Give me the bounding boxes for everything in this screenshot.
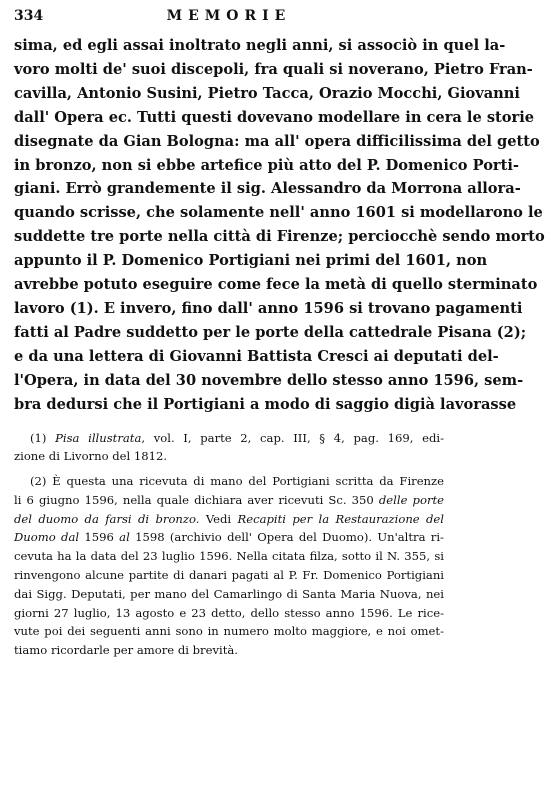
text-line: fatti al Padre suddetto per le porte della cattedrale Pisana (2); [14, 323, 527, 341]
text-line: appunto il P. Domenico Portigiani nei primi del 1601, non [14, 252, 488, 270]
footnote-line: zione di Livorno del 1812. [14, 449, 168, 464]
text-line: quando scrisse, che solamente nell' anno 1601 si modellarono le [14, 204, 543, 222]
text-line: cavilla, Antonio Susini, Pietro Tacca, Orazio Mocchi, Giovanni [14, 84, 520, 102]
text-line: l'Opera, in data del 30 novembre dello stesso anno 1596, sem- [14, 371, 524, 389]
running-title: MEMORIE [166, 8, 292, 24]
text-line: dall' Opera ec. Tutti questi dovevano modellare in cera le storie [14, 108, 535, 126]
footnote-line: (2) È questa una ricevuta di mano del Portigiani scritta da Firenze [30, 474, 444, 489]
footnote-line: (1) Pisa illustrata, vol. I, parte 2, cap. III, § 4, pag. 169, edi- [30, 430, 445, 445]
cited-title: Pisa illustrata [55, 430, 142, 445]
footnote-1 [14, 429, 444, 467]
footnote-line: cevuta ha la data del 23 luglio 1596. Nella citata filza, sotto il N. 355, si [14, 549, 444, 564]
footnote-line: del duomo da farsi di bronzo. Vedi Recapiti per la Restaurazione del [14, 511, 444, 526]
page-number: 334 [14, 8, 44, 24]
text-line: e da una lettera di Giovanni Battista Cresci ai deputati del- [14, 347, 499, 365]
footnote-line: vute poi dei seguenti anni sono in numero molto maggiore, e noi omet- [14, 624, 444, 639]
footnote-line: giorni 27 luglio, 13 agosto e 23 detto, dello stesso anno 1596. Le rice- [14, 605, 444, 620]
text-line: in bronzo, non si ebbe artefice più atto del P. Domenico Porti- [14, 156, 519, 174]
text-line: disegnate da Gian Bologna: ma all' opera difficilissima del getto [14, 132, 540, 150]
footnote-line: dai Sigg. Deputati, per mano del Camarlingo di Santa Maria Nuova, nei [14, 586, 444, 601]
page-header [14, 8, 444, 34]
text-line: bra dedursi che il Portigiani a modo di saggio digià lavorasse [14, 395, 517, 413]
text-line: avrebbe potuto eseguire come fece la metà di quello sterminato [14, 276, 538, 294]
footnotes [14, 429, 444, 661]
footnote-line: Duomo dal 1596 al 1598 (archivio dell' Opera del Duomo). Un'altra ri- [14, 530, 444, 545]
main-text [14, 34, 545, 417]
text-line: lavoro (1). E invero, fino dall' anno 1596 si trovano pagamenti [14, 299, 523, 317]
notes-separator [14, 417, 444, 429]
footnote-2 [14, 472, 444, 660]
footnote-line: li 6 giugno 1596, nella quale dichiara aver ricevuti Sc. 350 delle porte [14, 492, 445, 507]
text-line: voro molti de' suoi discepoli, fra quali si noverano, Pietro Fran- [14, 60, 533, 78]
footnote-line: rinvengono alcune partite di danari pagati al P. Fr. Domenico Portigiani [14, 568, 444, 583]
text-line: suddette tre porte nella città di Firenze; perciocchè sendo morto [14, 228, 545, 246]
text-line: sima, ed egli assai inoltrato negli anni, si associò in quel la- [14, 37, 506, 54]
footnote-line: tiamo ricordarle per amore di brevità. [14, 643, 238, 658]
text-line: giani. Errò grandemente il sig. Alessandro da Morrona allora- [14, 180, 521, 198]
